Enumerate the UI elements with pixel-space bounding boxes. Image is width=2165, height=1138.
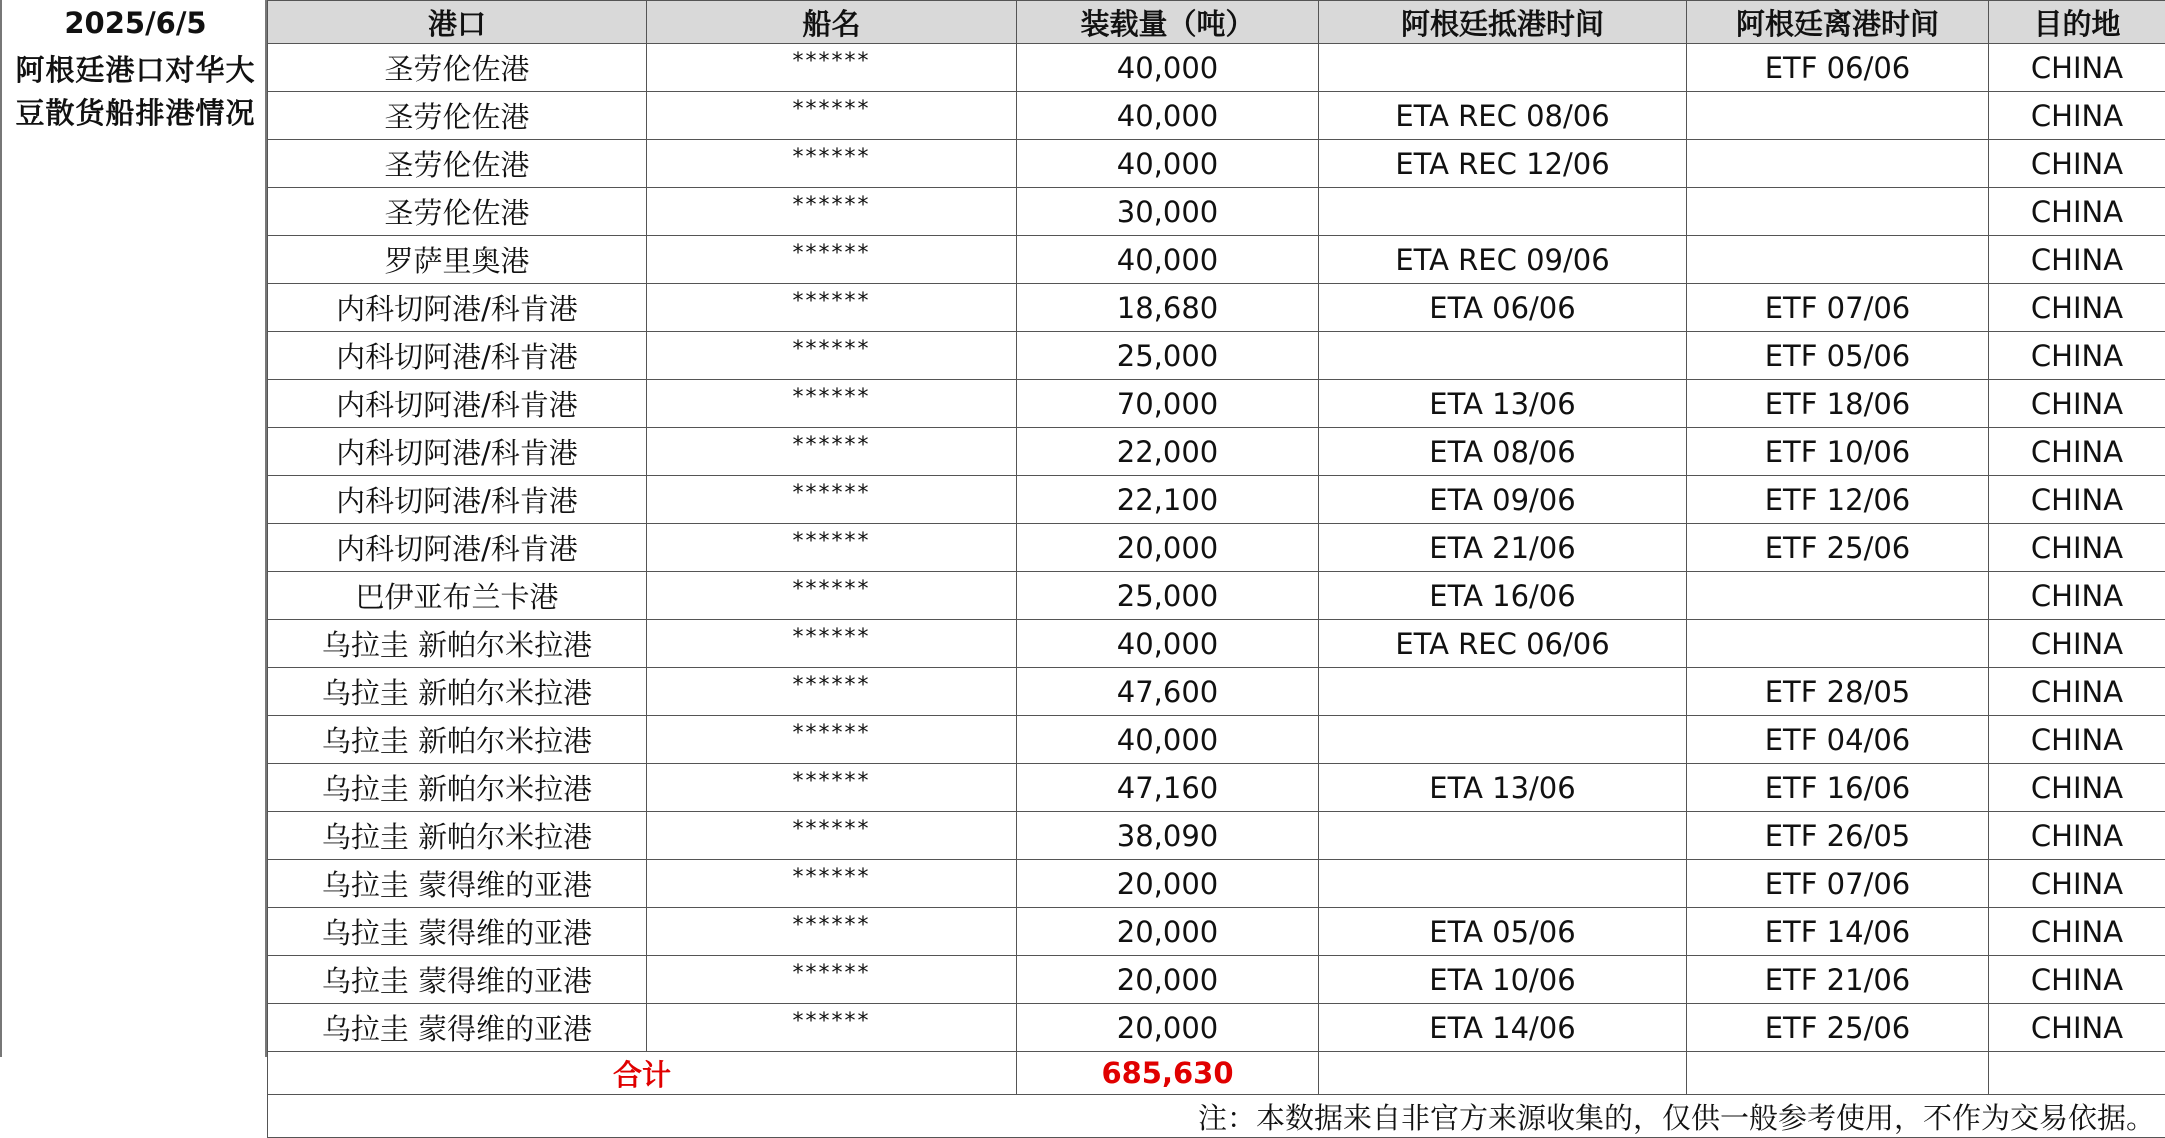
- table-row: [268, 332, 2165, 380]
- arrival-time-cell: [1319, 716, 1687, 764]
- port-cell: 乌拉圭 新帕尔米拉港: [268, 620, 647, 668]
- arrival-time-cell: [1319, 812, 1687, 860]
- ship-name-cell: ******: [647, 860, 1017, 908]
- departure-time-cell: [1687, 572, 1989, 620]
- port-cell: 圣劳伦佐港: [268, 140, 647, 188]
- total-empty-cell: [1989, 1052, 2165, 1095]
- header-ship-name: 船名: [647, 1, 1017, 44]
- departure-time-cell: ETF 05/06: [1687, 332, 1989, 380]
- port-cell: 内科切阿港/科肯港: [268, 380, 647, 428]
- table-row: [268, 908, 2165, 956]
- load-cell: 30,000: [1017, 188, 1319, 236]
- destination-cell: CHINA: [1989, 668, 2165, 716]
- table-row: [268, 140, 2165, 188]
- table-row: [268, 764, 2165, 812]
- departure-time-cell: [1687, 620, 1989, 668]
- disclaimer-note: 注：本数据来自非官方来源收集的，仅供一般参考使用，不作为交易依据。: [268, 1095, 2165, 1138]
- destination-cell: CHINA: [1989, 188, 2165, 236]
- arrival-time-cell: ETA REC 12/06: [1319, 140, 1687, 188]
- port-cell: 内科切阿港/科肯港: [268, 524, 647, 572]
- departure-time-cell: ETF 18/06: [1687, 380, 1989, 428]
- table-row: [268, 668, 2165, 716]
- port-cell: 乌拉圭 蒙得维的亚港: [268, 956, 647, 1004]
- arrival-time-cell: ETA 09/06: [1319, 476, 1687, 524]
- departure-time-cell: ETF 26/05: [1687, 812, 1989, 860]
- ship-name-cell: ******: [647, 1004, 1017, 1052]
- table-row: [268, 1004, 2165, 1052]
- arrival-time-cell: ETA 10/06: [1319, 956, 1687, 1004]
- shipping-schedule-table: [267, 0, 2165, 1138]
- arrival-time-cell: ETA 16/06: [1319, 572, 1687, 620]
- departure-time-cell: ETF 21/06: [1687, 956, 1989, 1004]
- arrival-time-cell: [1319, 188, 1687, 236]
- ship-name-cell: ******: [647, 956, 1017, 1004]
- load-cell: 20,000: [1017, 956, 1319, 1004]
- destination-cell: CHINA: [1989, 332, 2165, 380]
- load-cell: 20,000: [1017, 908, 1319, 956]
- arrival-time-cell: ETA REC 08/06: [1319, 92, 1687, 140]
- ship-name-cell: ******: [647, 476, 1017, 524]
- port-cell: 乌拉圭 蒙得维的亚港: [268, 908, 647, 956]
- header-arrival-time: 阿根廷抵港时间: [1319, 1, 1687, 44]
- destination-cell: CHINA: [1989, 140, 2165, 188]
- table-row: [268, 812, 2165, 860]
- destination-cell: CHINA: [1989, 812, 2165, 860]
- arrival-time-cell: [1319, 332, 1687, 380]
- load-cell: 40,000: [1017, 44, 1319, 92]
- departure-time-cell: ETF 07/06: [1687, 860, 1989, 908]
- destination-cell: CHINA: [1989, 236, 2165, 284]
- port-cell: 内科切阿港/科肯港: [268, 332, 647, 380]
- header-load: 装载量（吨）: [1017, 1, 1319, 44]
- load-cell: 47,160: [1017, 764, 1319, 812]
- departure-time-cell: [1687, 140, 1989, 188]
- report-date: 2025/6/5: [2, 6, 269, 40]
- port-cell: 内科切阿港/科肯港: [268, 476, 647, 524]
- ship-name-cell: ******: [647, 428, 1017, 476]
- ship-name-cell: ******: [647, 620, 1017, 668]
- table-row: [268, 476, 2165, 524]
- table-row: [268, 956, 2165, 1004]
- ship-name-cell: ******: [647, 332, 1017, 380]
- ship-name-cell: ******: [647, 92, 1017, 140]
- port-cell: 乌拉圭 蒙得维的亚港: [268, 860, 647, 908]
- port-cell: 乌拉圭 新帕尔米拉港: [268, 812, 647, 860]
- port-cell: 圣劳伦佐港: [268, 44, 647, 92]
- port-cell: 乌拉圭 新帕尔米拉港: [268, 716, 647, 764]
- total-row: [268, 1052, 2165, 1095]
- arrival-time-cell: ETA 05/06: [1319, 908, 1687, 956]
- arrival-time-cell: ETA 13/06: [1319, 380, 1687, 428]
- port-cell: 乌拉圭 新帕尔米拉港: [268, 764, 647, 812]
- ship-name-cell: ******: [647, 716, 1017, 764]
- ship-name-cell: ******: [647, 380, 1017, 428]
- destination-cell: CHINA: [1989, 764, 2165, 812]
- destination-cell: CHINA: [1989, 284, 2165, 332]
- total-empty-cell: [1687, 1052, 1989, 1095]
- departure-time-cell: ETF 25/06: [1687, 524, 1989, 572]
- arrival-time-cell: [1319, 860, 1687, 908]
- table-row: [268, 716, 2165, 764]
- ship-name-cell: ******: [647, 284, 1017, 332]
- load-cell: 18,680: [1017, 284, 1319, 332]
- destination-cell: CHINA: [1989, 572, 2165, 620]
- destination-cell: CHINA: [1989, 1004, 2165, 1052]
- report-title-line-2: 豆散货船排港情况: [2, 91, 269, 132]
- port-cell: 内科切阿港/科肯港: [268, 428, 647, 476]
- port-cell: 罗萨里奥港: [268, 236, 647, 284]
- total-empty-cell: [1319, 1052, 1687, 1095]
- header-departure-time: 阿根廷离港时间: [1687, 1, 1989, 44]
- destination-cell: CHINA: [1989, 44, 2165, 92]
- ship-name-cell: ******: [647, 140, 1017, 188]
- destination-cell: CHINA: [1989, 908, 2165, 956]
- destination-cell: CHINA: [1989, 956, 2165, 1004]
- header-port: 港口: [268, 1, 647, 44]
- load-cell: 25,000: [1017, 332, 1319, 380]
- table-row: [268, 428, 2165, 476]
- departure-time-cell: ETF 28/05: [1687, 668, 1989, 716]
- departure-time-cell: [1687, 236, 1989, 284]
- ship-name-cell: ******: [647, 188, 1017, 236]
- departure-time-cell: ETF 07/06: [1687, 284, 1989, 332]
- table-row: [268, 524, 2165, 572]
- destination-cell: CHINA: [1989, 716, 2165, 764]
- load-cell: 22,000: [1017, 428, 1319, 476]
- departure-time-cell: [1687, 92, 1989, 140]
- departure-time-cell: ETF 12/06: [1687, 476, 1989, 524]
- load-cell: 22,100: [1017, 476, 1319, 524]
- load-cell: 20,000: [1017, 1004, 1319, 1052]
- destination-cell: CHINA: [1989, 380, 2165, 428]
- departure-time-cell: ETF 14/06: [1687, 908, 1989, 956]
- port-cell: 内科切阿港/科肯港: [268, 284, 647, 332]
- load-cell: 70,000: [1017, 380, 1319, 428]
- report-title-line-1: 阿根廷港口对华大: [2, 48, 269, 89]
- ship-name-cell: ******: [647, 524, 1017, 572]
- departure-time-cell: ETF 16/06: [1687, 764, 1989, 812]
- destination-cell: CHINA: [1989, 860, 2165, 908]
- total-label: 合计: [268, 1052, 1017, 1095]
- ship-name-cell: ******: [647, 812, 1017, 860]
- port-cell: 乌拉圭 新帕尔米拉港: [268, 668, 647, 716]
- arrival-time-cell: ETA 06/06: [1319, 284, 1687, 332]
- ship-name-cell: ******: [647, 572, 1017, 620]
- destination-cell: CHINA: [1989, 620, 2165, 668]
- load-cell: 40,000: [1017, 236, 1319, 284]
- destination-cell: CHINA: [1989, 428, 2165, 476]
- destination-cell: CHINA: [1989, 92, 2165, 140]
- table-row: [268, 620, 2165, 668]
- port-cell: 乌拉圭 蒙得维的亚港: [268, 1004, 647, 1052]
- arrival-time-cell: ETA 13/06: [1319, 764, 1687, 812]
- port-cell: 巴伊亚布兰卡港: [268, 572, 647, 620]
- header-destination: 目的地: [1989, 1, 2165, 44]
- departure-time-cell: ETF 04/06: [1687, 716, 1989, 764]
- arrival-time-cell: [1319, 44, 1687, 92]
- arrival-time-cell: ETA REC 06/06: [1319, 620, 1687, 668]
- ship-name-cell: ******: [647, 764, 1017, 812]
- destination-cell: CHINA: [1989, 476, 2165, 524]
- port-cell: 圣劳伦佐港: [268, 92, 647, 140]
- departure-time-cell: ETF 10/06: [1687, 428, 1989, 476]
- table-row: [268, 572, 2165, 620]
- table-row: [268, 44, 2165, 92]
- departure-time-cell: [1687, 188, 1989, 236]
- ship-name-cell: ******: [647, 668, 1017, 716]
- load-cell: 47,600: [1017, 668, 1319, 716]
- arrival-time-cell: ETA 14/06: [1319, 1004, 1687, 1052]
- departure-time-cell: ETF 25/06: [1687, 1004, 1989, 1052]
- load-cell: 40,000: [1017, 620, 1319, 668]
- arrival-time-cell: ETA 08/06: [1319, 428, 1687, 476]
- sheet-title-block: [0, 0, 267, 1057]
- load-cell: 40,000: [1017, 92, 1319, 140]
- table-row: [268, 188, 2165, 236]
- port-cell: 圣劳伦佐港: [268, 188, 647, 236]
- destination-cell: CHINA: [1989, 524, 2165, 572]
- load-cell: 40,000: [1017, 140, 1319, 188]
- ship-name-cell: ******: [647, 44, 1017, 92]
- departure-time-cell: ETF 06/06: [1687, 44, 1989, 92]
- load-cell: 40,000: [1017, 716, 1319, 764]
- ship-name-cell: ******: [647, 236, 1017, 284]
- table-row: [268, 284, 2165, 332]
- load-cell: 20,000: [1017, 860, 1319, 908]
- arrival-time-cell: ETA REC 09/06: [1319, 236, 1687, 284]
- load-cell: 25,000: [1017, 572, 1319, 620]
- arrival-time-cell: ETA 21/06: [1319, 524, 1687, 572]
- table-header-row: [268, 1, 2165, 44]
- ship-name-cell: ******: [647, 908, 1017, 956]
- load-cell: 20,000: [1017, 524, 1319, 572]
- table-row: [268, 236, 2165, 284]
- table-row: [268, 380, 2165, 428]
- table-row: [268, 92, 2165, 140]
- load-cell: 38,090: [1017, 812, 1319, 860]
- total-value: 685,630: [1017, 1052, 1319, 1095]
- note-row: [268, 1095, 2165, 1138]
- table-row: [268, 860, 2165, 908]
- arrival-time-cell: [1319, 668, 1687, 716]
